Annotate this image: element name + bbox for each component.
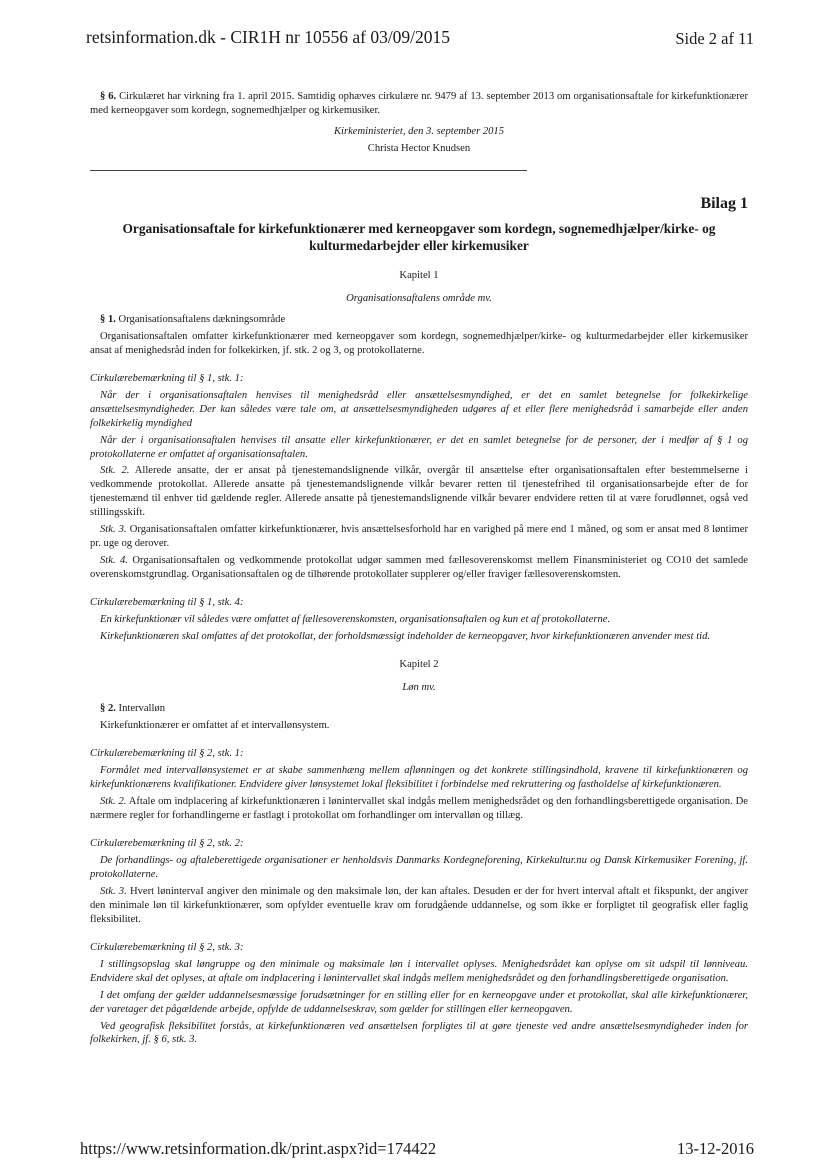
stk-label: Stk. 2. <box>100 465 130 477</box>
remark-paragraph: I stillingsopslag skal løngruppe og den minimale og maksimale løn i intervallet oplyses. Menighedsrådet kan oplyse om sit udspil til lønniveau. Endvidere skal det oplyses, at aftale om indplacering i lønintervallet skal indgås mellem menighedsrådet og den forhandlingsberettigede organisation. <box>90 958 748 984</box>
stk-label: Stk. 2. <box>100 795 127 807</box>
stk-text: Aftale om indplacering af kirkefunktionæren i lønintervallet skal indgås mellem menighedsrådet og den forhandlingsberettigede organisation. De nærmere regler for forhandlingerne er fastlagt i protokollat om forhandlinger om intervalløn og tillæg. <box>90 795 748 821</box>
section-2-heading <box>90 702 748 716</box>
remark-paragraph: I det omfang der gælder uddannelsesmæssige forudsætninger for en stilling eller for en kerneopgave under et protokollat, skal alle kirkefunktionærer, der varetager det pågældende arbejde, opfylde de uddannelseskrav, som gælder for stillingen eller kerneopgaven. <box>90 989 748 1015</box>
stk-text: Organisationsaftalen omfatter kirkefunktionærer, hvis ansættelsesforhold har en varighed på mere end 1 måned, og som er ansat med 8 løntimer pr. uge og derover. <box>90 524 748 550</box>
remark-paragraph: En kirkefunktionær vil således være omfattet af fællesoverenskomsten, organisationsaftalen og kun et af protokollaterne. <box>100 614 611 626</box>
page-number: Side 2 af 11 <box>675 29 754 48</box>
remark-heading: Cirkulærebemærkning til § 1, stk. 1: <box>90 372 244 384</box>
remark-paragraph: Når der i organisationsaftalen henvises til menighedsråd eller ansættelsesmyndighed, er det en samlet betegnelse for folkekirkelige ansættelsesmyndigheder. Der kan således være tale om, at ansættelsesmyndigheden udgøres af et eller flere menighedsråd i samarbejde eller anden folkekirkelig myndighed <box>90 389 748 429</box>
paragraph-6 <box>90 90 748 118</box>
section-mark: § 6. <box>100 91 117 102</box>
stk-paragraph <box>90 523 748 551</box>
paragraph-text: Cirkulæret har virkning fra 1. april 2015. Samtidig ophæves cirkulære nr. 9479 af 13. september 2013 om organisationsaftale for kirkefunktionærer med kerneopgaver som kordegn, sognemedhjælper og kirkemusiker. <box>90 91 749 116</box>
remark-heading: Cirkulærebemærkning til § 2, stk. 2: <box>90 837 244 849</box>
remark-heading: Cirkulærebemærkning til § 2, stk. 3: <box>90 941 244 953</box>
stk-text: Hvert lønintervaI angiver den minimale og den maksimale løn, der kan aftales. Desuden er der for hvert interval aftalt et fikspunkt, der angiver den minimale løn til kirkefunktionærer, som opfylder eventuelle krav om forudgående uddannelse, og som ikke er forpligtet til geografisk eller faglig fleksibilitet. <box>90 885 749 925</box>
section-2-text: Kirkefunktionærer er omfattet af et intervallønsystem. <box>100 720 330 732</box>
signoff-name: Christa Hector Knudsen <box>367 142 471 154</box>
agreement-title: Organisationsaftale for kirkefunktionærer med kerneopgaver som kordegn, sognemedhjælper/kirke- og kulturmedarbejder eller kirkemusiker <box>122 220 716 254</box>
stk-label: Stk. 3. <box>100 524 127 536</box>
remark-paragraph: Kirkefunktionæren skal omfattes af det protokollat, der forholdsmæssigt indeholder de kerneopgaver, hvor kirkefunktionæren anvender mest tid. <box>100 631 711 643</box>
print-date: 13-12-2016 <box>677 1139 754 1158</box>
remark-paragraph: De forhandlings- og aftaleberettigede organisationer er henholdsvis Danmarks Kordegneforening, Kirkekultur.nu og Dansk Kirkemusiker Forening, jf. protokollaterne. <box>90 854 748 880</box>
stk-paragraph <box>90 554 748 582</box>
section-heading-text: Organisationsaftalens dækningsområde <box>118 313 286 325</box>
section-mark: § 2. <box>100 703 116 715</box>
stk-paragraph <box>90 795 748 823</box>
signoff-place: Kirkeministeriet, den 3. september 2015 <box>333 125 505 137</box>
chapter-2-label: Kapitel 2 <box>399 659 439 671</box>
stk-text: Organisationsaftalen og vedkommende protokollat udgør sammen med fællesoverenskomst mellem Finansministeriet og CO10 det samlede overenskomstgrundlag. Organisationsaftalen og de tilhørende protokollater supplerer og/eller fraviger fællesoverenskomsten. <box>90 555 748 581</box>
section-mark: § 1. <box>100 313 116 325</box>
chapter-2-subtitle: Løn mv. <box>402 682 436 694</box>
section-heading-text: Intervalløn <box>118 703 166 715</box>
document-body <box>90 90 748 1047</box>
chapter-1-subtitle: Organisationsaftalens område mv. <box>346 292 492 304</box>
remark-heading: Cirkulærebemærkning til § 2, stk. 1: <box>90 748 244 760</box>
divider <box>90 170 527 171</box>
remark-heading: Cirkulærebemærkning til § 1, stk. 4: <box>90 597 244 609</box>
stk-text: Allerede ansatte, der er ansat på tjenestemandslignende vilkår, overgår til ansættelse efter organisationsaftalen efter bestemmelserne i vedkommende protokollat. Allerede ansatte på tjenestemandslignende vilkår bevarer retten til tjenestefrihed til organisationsarbejde efter de for tjenestemænd til enhver tid gældende regler. Allerede ansatte på tjenestemandslignende vilkår bevarer endvidere retten til at være forudlønnet, også ved stillingsskift. <box>90 465 748 519</box>
chapter-1-label: Kapitel 1 <box>399 269 439 281</box>
stk-label: Stk. 3. <box>100 885 127 897</box>
remark-paragraph: Ved geografisk fleksibilitet forstås, at kirkefunktionæren ved ansættelsen forpligtes til at gøre tjeneste ved andre ansættelsesmyndigheder inden for folkekirken, jf. § 6, stk. 3. <box>90 1020 748 1046</box>
section-1-text: Organisationsaftalen omfatter kirkefunktionærer med kerneopgaver som kordegn, sognemedhjælper/kirke- og kulturmedarbejder eller kirkemusiker ansat af menighedsråd inden for folkekirken, jf. stk. 2 og 3, og protokollaterne. <box>90 330 748 356</box>
remark-paragraph: Formålet med intervallønsystemet er at skabe sammenhæng mellem aflønningen og det konkrete stillingsindhold, kravene til kirkefunktionæren og kirkefunktionærens kvalifikationer. Endvidere giver lønsystemet lokal fleksibilitet i forbindelse med rekruttering og fastholdelse af kirkefunktionæren. <box>90 764 748 790</box>
stk-paragraph <box>90 885 748 927</box>
stk-paragraph <box>90 464 748 520</box>
bilag-label: Bilag 1 <box>700 194 748 212</box>
page-url: https://www.retsinformation.dk/print.aspx?id=174422 <box>80 1139 437 1158</box>
section-1-heading <box>90 313 748 327</box>
remark-paragraph: Når der i organisationsaftalen henvises til ansatte eller kirkefunktionærer, er det en samlet betegnelse for de personer, der i medfør af § 1 og protokollaterne er omfattet af organisationsaftalen. <box>90 434 748 460</box>
page-header-title: retsinformation.dk - CIR1H nr 10556 af 03/09/2015 <box>86 27 451 47</box>
stk-label: Stk. 4. <box>100 555 128 567</box>
